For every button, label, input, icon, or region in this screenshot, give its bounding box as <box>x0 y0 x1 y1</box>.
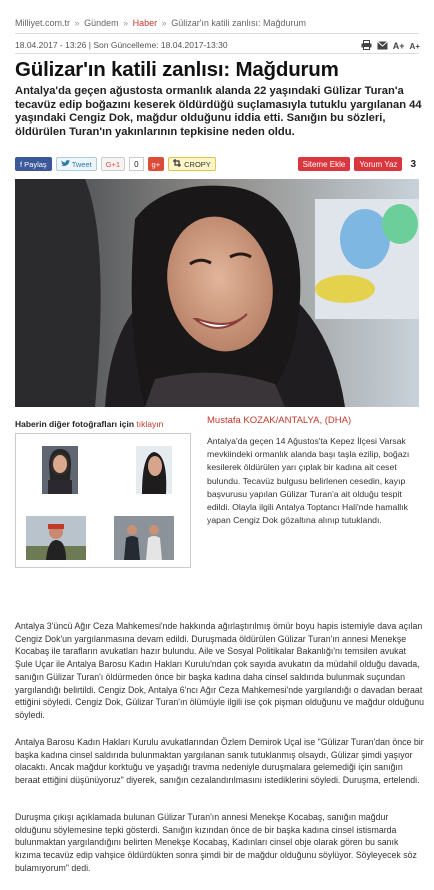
side-paragraph: Antalya'da geçen 14 Ağustos'ta Kepez İlçesi Varsak mevkiindeki ormanlık alanda başı taşla ezilip, boğazı kesilerek öldürülen yarı çıplak bir kadına ait ceset bulundu. Tecavüz bulgusu belirlenen cesedin, kayıp başvurusu yapılan Gülizar Turan'a ait olduğu tespit edildi. Olayla ilgili Antalya Toptancı Hali'nde hamallık yapan Cengiz Dok gözaltına alınıp tutuklandı. <box>207 436 410 526</box>
crop-icon <box>173 159 181 169</box>
cropy-button[interactable] <box>168 157 216 171</box>
breadcrumb-separator: » <box>123 18 129 28</box>
gallery-thumbnail[interactable] <box>136 446 172 494</box>
gplus-button[interactable]: G+1 <box>101 157 125 171</box>
share-bar <box>15 157 216 171</box>
main-photo[interactable] <box>15 179 419 407</box>
divider <box>15 53 419 54</box>
gplus-share-button[interactable]: g+ <box>148 157 165 171</box>
breadcrumb-section[interactable]: Gündem <box>84 18 119 28</box>
font-decrease-button[interactable]: A+ <box>409 41 420 51</box>
gplus-count: 0 <box>129 157 143 171</box>
article-title: Gülizar'ın katili zanlısı: Mağdurum <box>15 58 339 81</box>
envelope-icon[interactable] <box>377 41 388 52</box>
write-comment-button[interactable]: Yorum Yaz <box>354 157 402 171</box>
tweet-button[interactable] <box>56 157 97 171</box>
published-date: 18.04.2017 - 13:26 <box>15 40 87 50</box>
divider <box>15 33 419 34</box>
body-paragraph: Antalya Barosu Kadın Hakları Kurulu avukatlarından Özlem Demirok Uçal ise "Gülizar Turan'dan önce bir başka kadına cinsel saldırıda bulunmaktan yargılanan sanık tutuklanmış olsaydı, Gülizar şimdi yaşıyor olacaktı. Ancak mağdur korktuğu ve yaşadığı travma nedeniyle duruşmalara gelemediği için sanığın beraat ettiğini düşünüyoruz" diyerek, sanığın cezalandırılmasını istediklerini söyledi. Duruşma, ertelendi. <box>15 737 424 786</box>
gallery-thumbnail[interactable] <box>114 516 174 560</box>
twitter-bird-icon <box>61 160 70 169</box>
breadcrumb-current: Gülizar'ın katili zanlısı: Mağdurum <box>171 18 306 28</box>
photo-gallery <box>15 433 191 568</box>
updated-date: Son Güncelleme: 18.04.2017-13:30 <box>93 40 228 50</box>
main-photo-image <box>15 179 419 407</box>
date-separator: | <box>88 40 91 50</box>
gallery-label-text: Haberin diğer fotoğrafları için <box>15 419 135 429</box>
byline: Mustafa KOZAK/ANTALYA, (DHA) <box>207 415 352 426</box>
facebook-share-button[interactable]: f Paylaş <box>15 157 52 171</box>
breadcrumb <box>15 18 306 28</box>
breadcrumb-category[interactable]: Haber <box>132 18 158 28</box>
article-lead: Antalya'da geçen ağustosta ormanlık alanda 22 yaşındaki Gülizar Turan'a tecavüz edip boğazını keserek öldürdüğü suçlamasıyla tutuklu yargılanan 44 yaşındaki Cengiz Dok, mağdur olduğunu iddia etti. Sanığın bu sözleri, öldürülen Turan'ın yakınlarının tepkisine neden oldu. <box>15 85 422 139</box>
tweet-label: Tweet <box>71 159 92 169</box>
comment-count: 3 <box>410 158 416 170</box>
breadcrumb-separator: » <box>74 18 80 28</box>
body-paragraph: Duruşma çıkışı açıklamada bulunan Gülizar Turan'ın annesi Menekşe Kocabaş, sanığın mağdur olduğunu söylemesine tepki gösterdi. Sanığın kızından önce de bir başka kadına cinsel istismarda bulunmaktan yargılandığını belirten Menekşe Kocabaş, Kadınları cinsel obje olarak gören bu sanık kızıma tecavüz edip vahşice öldürdükten sonra şimdi bir de mağdur olduğunu söylüyor. Söyleyecek söz bulamıyorum" dedi. <box>15 812 417 873</box>
gallery-label <box>15 419 163 429</box>
cropy-label: CROPY <box>184 159 211 169</box>
add-to-site-button[interactable]: Siteme Ekle <box>298 157 351 171</box>
right-actions <box>298 157 420 171</box>
gallery-link[interactable]: tıklayın <box>136 419 164 429</box>
article-dates <box>15 40 228 50</box>
body-paragraph: Antalya 3'üncü Ağır Ceza Mahkemesi'nde hakkında ağırlaştırılmış ömür boyu hapis istemiyle dava açılan Cengiz Dok'un yargılanmasına devam edildi. Duruşmada öldürülen Gülizar Turan'ın annesi Menekşe Kocabaş ile tarafların avukatları hazır bulundu. Aile ve Sosyal Politikalar Bakanlığı'nı temsilen avukat Şule Uçar ile Antalya Barosu Kadın Hakları Kurulu'ndan çok sayıda avukatın da müdahil olduğu davada, sanığın Gülizar Turan'ı öldürmeden önce bir başka kadına daha cinsel saldırıda bulunmak suçundan yargılandığı belirtildi. Cengiz Dok, Antalya 6'ncı Ağır Ceza Mahkemesi'nde yargılandığı o davadan beraat ettiğini söyledi. Cengiz Dok, Gülizar Turan'ın ölümüyle ilgili ise çok pişman olduğunu ve mağdur olduğunu söyledi. <box>15 621 424 720</box>
gallery-thumbnail[interactable] <box>42 446 78 494</box>
breadcrumb-separator: » <box>161 18 167 28</box>
printer-icon[interactable] <box>361 40 372 52</box>
article-tools <box>361 40 420 52</box>
breadcrumb-site[interactable]: Milliyet.com.tr <box>15 18 71 28</box>
font-increase-button[interactable]: A+ <box>392 41 405 51</box>
gallery-thumbnail[interactable] <box>26 516 86 560</box>
